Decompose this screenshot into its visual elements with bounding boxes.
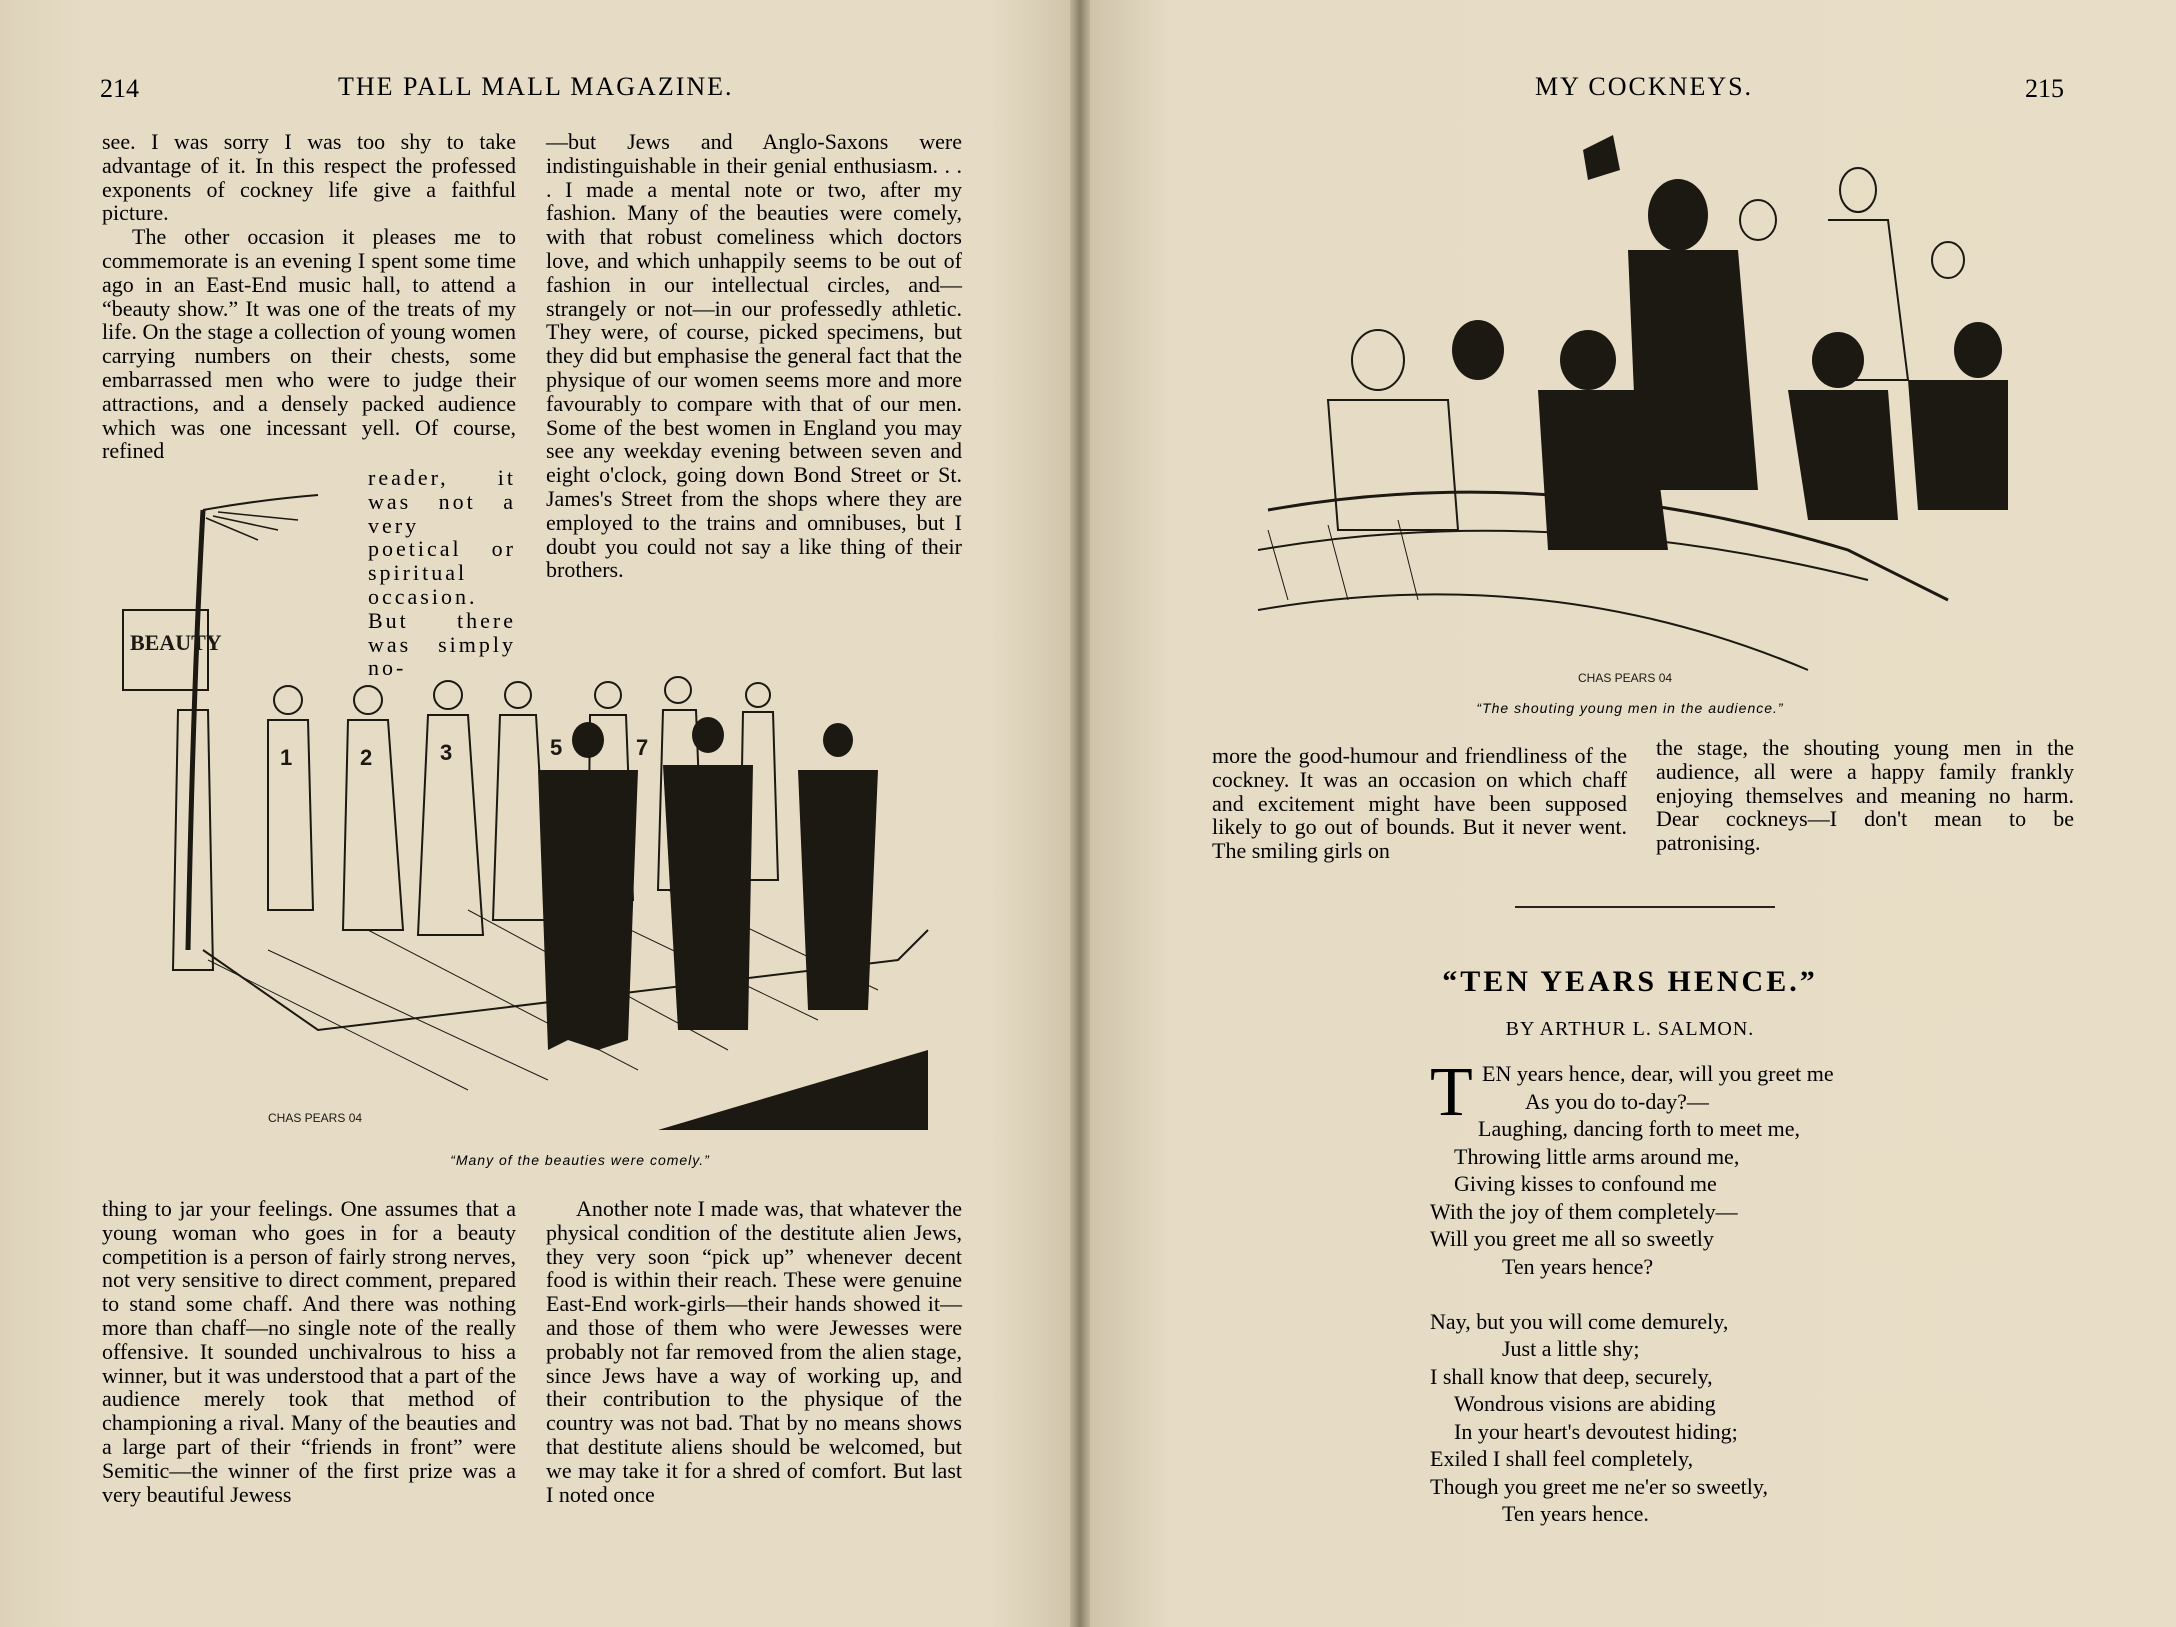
contestant-number: 5	[550, 735, 563, 760]
audience-illustration	[1248, 130, 2008, 690]
poem-line: With the joy of them completely—	[1430, 1198, 1738, 1224]
poem-line: Though you greet me ne'er so sweetly,	[1430, 1473, 1768, 1499]
beauty-sign: BEAUTY	[130, 630, 222, 655]
artist-signature: CHAS PEARS 04	[1578, 671, 1673, 685]
left-col1-wrap-text: reader, it was not a very poetical or spiritual occasion. But there was simply no-	[368, 465, 516, 681]
poem-line: Throwing little arms around me,	[1454, 1143, 1740, 1169]
poem-byline: BY ARTHUR L. SALMON.	[1505, 1018, 1755, 1040]
poem-line	[1430, 1280, 1834, 1308]
poem-line: As you do to-day?—	[1525, 1088, 1709, 1114]
running-head-right: MY COCKNEYS.	[1535, 72, 1754, 101]
poem-line: Ten years hence?	[1502, 1253, 1654, 1279]
contestant-number: 3	[440, 740, 453, 765]
left-col2-bottom: Another note I made was, that whatever the physical condition of the destitute alien Jews, they very soon “pick up” whenever decent food is within their reach. These were genuine East-End work-girls—their hands showed it—and those of them who were Jewesses were probably not far removed from the alien stage, since Jews have a way of working up, and their contribution to the physique of the country was not bad. That by no means shows that destitute aliens should be welcomed, but we may take it for a shred of comfort. But last I noted once	[546, 1196, 962, 1507]
artist-signature: CHAS PEARS 04	[268, 1111, 363, 1125]
poem-line: Laughing, dancing forth to meet me,	[1478, 1116, 1800, 1141]
left-col1-bottom: thing to jar your feelings. One assumes that a young woman who goes in for a beauty competition is a person of fairly strong nerves, not very sensitive to direct comment, prepared to stand some chaff. And there was nothing more than chaff—no single note of the really offensive. It sounded unchivalrous to hiss a winner, but it was understood that a part of the audience merely took that method of championing a rival. Many of the beauties and a large part of their “friends in front” were Semitic—the winner of the first prize was a very beautiful Jewess	[102, 1196, 516, 1507]
poem-line: Nay, but you will come demurely,	[1430, 1308, 1729, 1334]
poem-line: I shall know that deep, securely,	[1430, 1363, 1713, 1389]
poem-line: Will you greet me all so sweetly	[1430, 1226, 1714, 1251]
poem-line: In your heart's devoutest hiding;	[1454, 1418, 1738, 1444]
section-divider	[1515, 906, 1775, 908]
left-col2-top: —but Jews and Anglo-Saxons were indistinguishable in their genial enthusiasm. . . . I made a mental note or two, after my fashion. Many of the beauties were comely, with that robust comeliness which doctors love, and which unhappily seems to be out of fashion in our intellectual circles, and—strangely or not—in our professedly athletic. They were, of course, picked specimens, but they did but emphasise the general fact that the physique of our women seems more and more favourably to compare with that of our men. Some of the best women in England you may see any weekday evening between seven and eight o'clock, going down Bond Street or St. James's Street from the shops where they are employed to the trains and omnibuses, but I doubt you could not say a like thing of their brothers.	[546, 129, 962, 583]
right-illustration-caption: “The shouting young men in the audience.”	[1476, 700, 1784, 716]
running-head-left: THE PALL MALL MAGAZINE.	[338, 72, 734, 101]
page-number-left: 214	[100, 74, 139, 103]
right-col1: more the good-humour and friendliness of the cockney. It was an occasion on which chaff and excitement might have been supposed likely to go out of bounds. But it never went. The smiling girls on	[1212, 743, 1627, 864]
poem-line: Just a little shy;	[1502, 1336, 1640, 1361]
contestant-number: 2	[360, 745, 373, 770]
poem-body	[1430, 1054, 1834, 1528]
poem-line: Wondrous visions are abiding	[1454, 1391, 1716, 1416]
left-illustration-caption: “Many of the beauties were comely.”	[450, 1152, 710, 1168]
right-col2: the stage, the shouting young men in the audience, all were a happy family frankly enjoying themselves and meaning no harm. Dear cockneys—I don't mean to be patronising.	[1656, 735, 2074, 856]
poem-line: Ten years hence.	[1502, 1501, 1649, 1526]
contestant-number: 1	[280, 745, 293, 770]
paragraph: The other occasion it pleases me to commemorate is an evening I spent some time ago in an East-End music hall, to attend a “beauty show.” It was one of the treats of my life. On the stage a collection of young women carrying numbers on their chests, some embarrassed men who were to judge their attractions, and a densely packed audience which was one incessant yell. Of course, refined	[102, 224, 516, 464]
poem-line: EN years hence, dear, will you greet me	[1482, 1061, 1834, 1086]
poem-line: Exiled I shall feel completely,	[1430, 1446, 1694, 1471]
book-gutter	[1070, 0, 1090, 1627]
contestant-number: 7	[636, 735, 649, 760]
beauty-show-illustration	[118, 490, 938, 1150]
poem-line: Giving kisses to confound me	[1454, 1171, 1717, 1196]
poem-title: “TEN YEARS HENCE.”	[1442, 965, 1818, 998]
paragraph: see. I was sorry I was too shy to take advantage of it. In this respect the professed exponents of cockney life give a faithful picture.	[102, 129, 516, 226]
poem-drop-cap: T	[1430, 1054, 1473, 1131]
page-number-right: 215	[2025, 74, 2064, 103]
left-col1-top	[102, 130, 516, 463]
